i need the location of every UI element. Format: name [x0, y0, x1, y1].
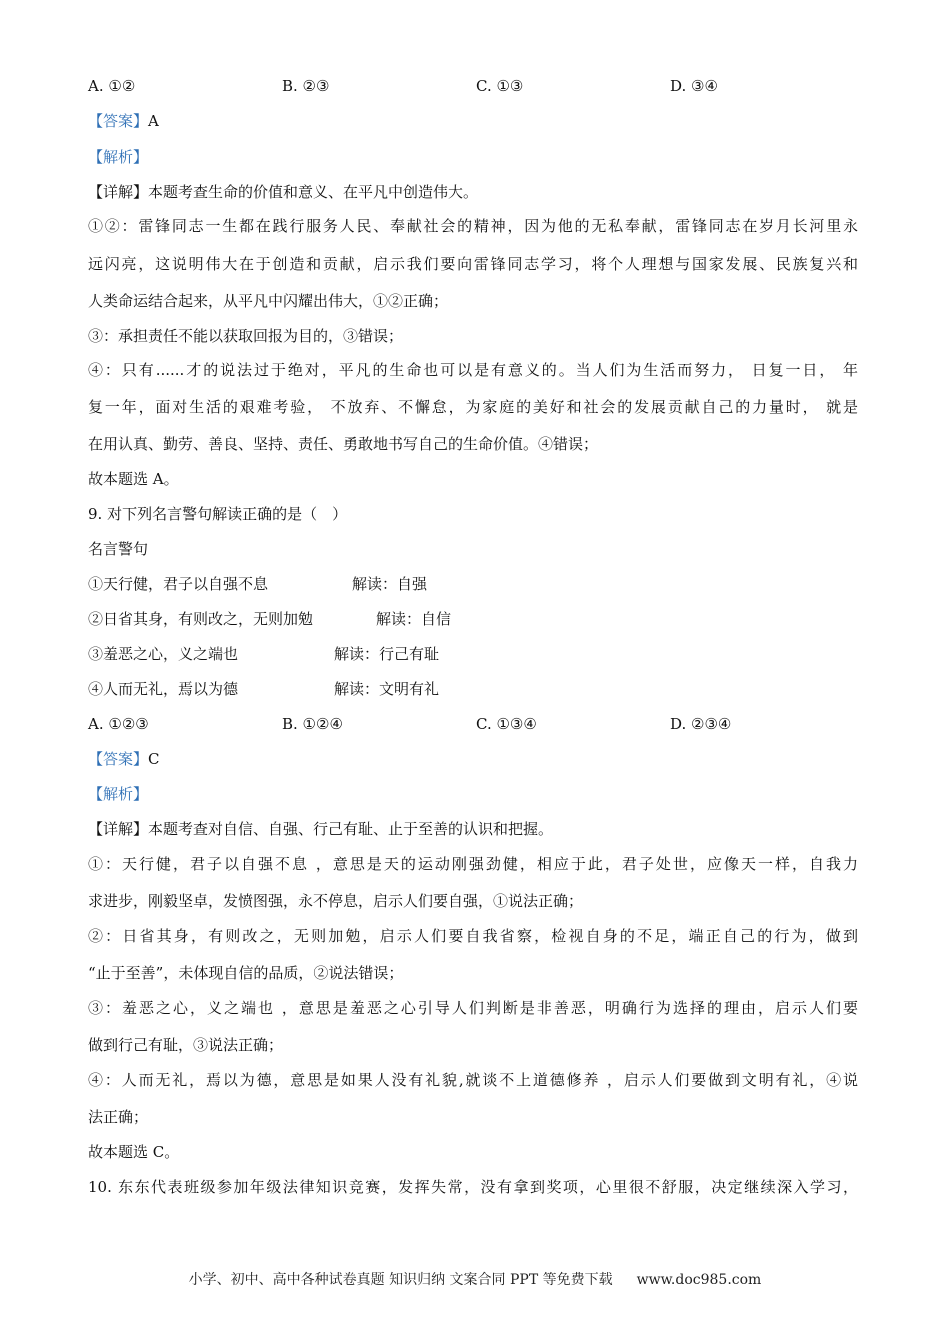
q8-para3-line1: ④：只有......才的说法过于绝对，平凡的生命也可以是有意义的。当人们为生活而努力， 日复一日， 年	[88, 361, 858, 379]
q8-option-d: D. ③④	[670, 77, 718, 95]
q9-para1-line1: ①：天行健，君子以自强不息 ，意思是天的运动刚强劲健，相应于此，君子处世，应像天一样，自我力	[88, 855, 858, 873]
q9-conclusion: 故本题选 C。	[88, 1143, 180, 1161]
q9-para2-line2: “止于至善”，未体现自信的品质，②说法错误；	[88, 964, 404, 982]
q9-option-c: C. ①③④	[476, 715, 537, 733]
page-footer	[0, 1270, 950, 1290]
q9-answer	[88, 749, 160, 769]
q9-para2-line1: ②：日省其身，有则改之，无则加勉，启示人们要自我省察，检视自身的不足，端正自己的行为，做到	[88, 927, 858, 945]
q8-para1-line1: ①②：雷锋同志一生都在践行服务人民、奉献社会的精神，因为他的无私奉献，雷锋同志在岁月长河里永	[88, 217, 858, 235]
q9-option-d: D. ②③④	[670, 715, 732, 733]
q9-para4-line1: ④：人而无礼，焉以为德，意思是如果人没有礼貌,就谈不上道德修养 ，启示人们要做到文明有礼，④说	[88, 1071, 858, 1089]
q8-option-a: A. ①②	[88, 77, 136, 95]
q8-answer	[88, 111, 159, 131]
answer-value: C	[148, 750, 160, 768]
q8-para2: ③：承担责任不能以获取回报为目的，③错误；	[88, 327, 404, 345]
q8-option-b: B. ②③	[282, 77, 330, 95]
q9-item-1-reading: 解读：自强	[352, 575, 428, 593]
footer-text: 小学、初中、高中各种试卷真题 知识归纳 文案合同 PPT 等免费下载	[188, 1272, 613, 1288]
q8-analysis-tag: 【解析】	[88, 148, 149, 166]
q9-option-b: B. ①②④	[282, 715, 343, 733]
q8-conclusion: 故本题选 A。	[88, 470, 179, 488]
q10-stem: 10. 东东代表班级参加年级法律知识竞赛，发挥失常，没有拿到奖项，心里很不舒服，决定继续深入学习，	[88, 1178, 858, 1196]
answer-tag: 【答案】	[88, 750, 149, 768]
q8-para3-line3: 在用认真、勤劳、善良、坚持、责任、勇敢地书写自己的生命价值。④错误；	[88, 435, 599, 453]
q9-item-3-quote: ③羞恶之心，义之端也	[88, 645, 239, 663]
q9-option-a: A. ①②③	[88, 715, 149, 733]
q9-stem: 9. 对下列名言警句解读正确的是（ ）	[88, 505, 348, 523]
q9-item-2-quote: ②日省其身，有则改之，无则加勉	[88, 610, 314, 628]
q8-detail: 【详解】本题考查生命的价值和意义、在平凡中创造伟大。	[88, 183, 479, 201]
q9-item-1-quote: ①天行健，君子以自强不息	[88, 575, 269, 593]
q9-para3-line1: ③：羞恶之心，义之端也 ，意思是羞恶之心引导人们判断是非善恶，明确行为选择的理由，启示人们要	[88, 999, 858, 1017]
q9-para1-line2: 求进步，刚毅坚卓，发愤图强，永不停息，启示人们要自强，①说法正确；	[88, 892, 584, 910]
q9-detail: 【详解】本题考查对自信、自强、行己有耻、止于至善的认识和把握。	[88, 820, 554, 838]
q9-heading: 名言警句	[88, 540, 149, 558]
q9-item-4-quote: ④人而无礼，焉以为德	[88, 680, 239, 698]
answer-tag: 【答案】	[88, 112, 149, 130]
q9-analysis-tag: 【解析】	[88, 785, 149, 803]
q9-item-3-reading: 解读：行己有耻	[334, 645, 440, 663]
q9-item-4-reading: 解读：文明有礼	[334, 680, 440, 698]
q9-para4-line2: 法正确；	[88, 1108, 149, 1126]
q9-para3-line2: 做到行己有耻，③说法正确；	[88, 1036, 284, 1054]
answer-value: A	[148, 112, 159, 130]
q8-para1-line2: 远闪亮，这说明伟大在于创造和贡献，启示我们要向雷锋同志学习，将个人理想与国家发展、民族复兴和	[88, 255, 858, 273]
q8-option-c: C. ①③	[476, 77, 524, 95]
q8-para1-line3: 人类命运结合起来，从平凡中闪耀出伟大，①②正确；	[88, 292, 449, 310]
footer-url[interactable]: www.doc985.com	[636, 1272, 762, 1288]
q8-para3-line2: 复一年，面对生活的艰难考验， 不放弃、不懈怠，为家庭的美好和社会的发展贡献自己的力量时， 就是	[88, 398, 858, 416]
q9-item-2-reading: 解读：自信	[376, 610, 452, 628]
